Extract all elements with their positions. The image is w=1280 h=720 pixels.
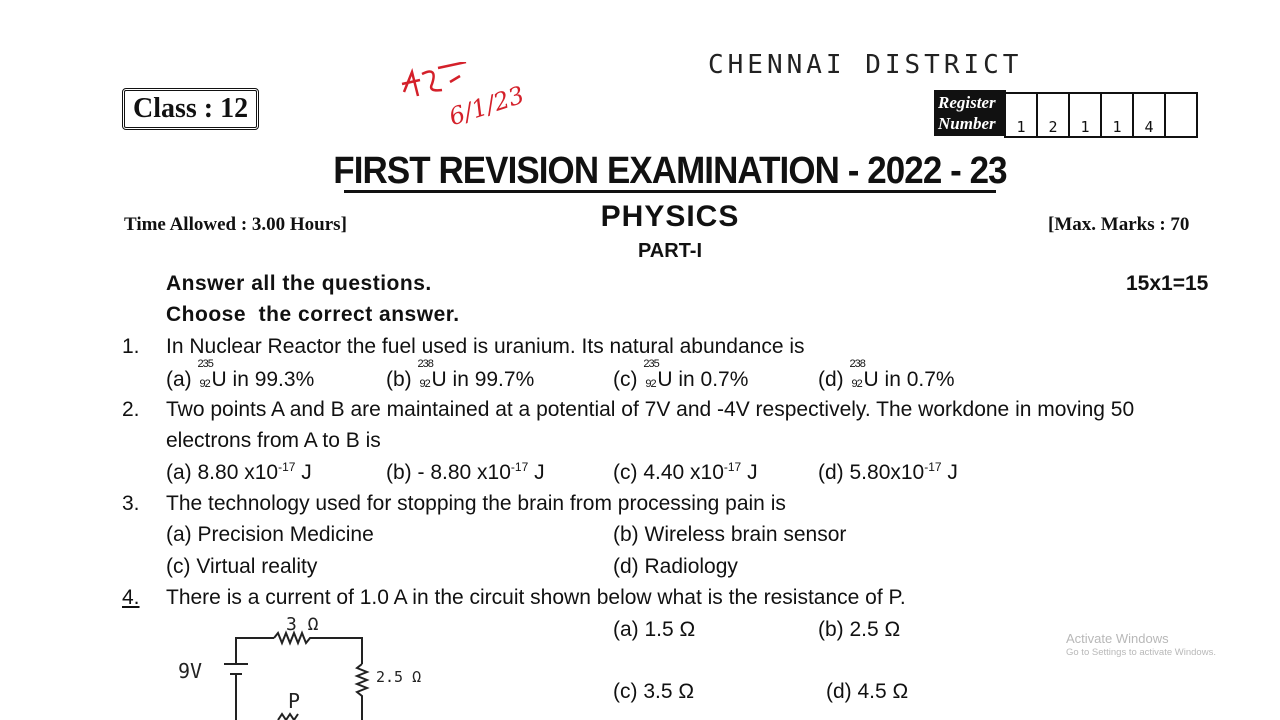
option-b: (b) Wireless brain sensor [613,523,847,546]
time-allowed: Time Allowed : 3.00 Hours] [124,214,347,235]
option-unit: J [295,461,312,484]
element-symbol: U [657,368,673,391]
right-resistor-label: 2.5 Ω [376,668,422,686]
register-digit: 1 [1100,92,1134,138]
register-digit: 1 [1004,92,1038,138]
option-a: (a) Precision Medicine [166,523,374,546]
element-symbol: U [431,368,447,391]
option-label: (c) [613,368,638,391]
battery-label: 9V [178,659,203,683]
register-number-label [934,90,1006,136]
watermark-title: Activate Windows [1066,631,1169,646]
option-c [613,460,758,485]
option-text: in 99.3% [226,368,315,391]
atomic-number: 92 [851,378,862,390]
handwritten-district: CHENNAI DISTRICT [708,50,1023,80]
mass-number: 238 [849,358,865,370]
option-label: (a) [166,368,192,391]
element-symbol: U [863,368,879,391]
isotope-notation [197,358,213,390]
option-exponent: -17 [510,460,529,474]
class-label: Class : 12 [122,88,259,130]
option-a: (a) 1.5 Ω [613,618,696,641]
option-d: (d) Radiology [613,555,738,578]
option-a [166,460,312,485]
isotope-notation [417,358,433,390]
mass-number: 238 [417,358,433,370]
isotope-notation [643,358,659,390]
title-underline [344,190,996,193]
top-wire [236,638,274,664]
option-text: in 99.7% [446,368,535,391]
mass-number: 235 [643,358,659,370]
option-a [166,358,315,392]
unknown-resistor-label: P [288,689,301,713]
option-c [613,358,749,392]
atomic-number: 92 [419,378,430,390]
option-value: (c) 4.40 x10 [613,461,724,484]
register-number-grid [1006,92,1198,138]
question-text: The technology used for stopping the brain from processing pain is [166,492,786,515]
right-resistor [357,664,367,720]
option-text: in 0.7% [672,368,749,391]
option-d [818,460,958,485]
register-digit [1164,92,1198,138]
option-c: (c) 3.5 Ω [613,680,695,703]
option-unit: J [741,461,758,484]
section-marks: 15x1=15 [1126,272,1209,295]
isotope-notation [849,358,865,390]
mass-number: 235 [197,358,213,370]
question-text: There is a current of 1.0 A in the circuit shown below what is the resistance of P. [166,586,906,609]
watermark-subtitle: Go to Settings to activate Windows. [1066,647,1216,658]
question-text: In Nuclear Reactor the fuel used is uranium. Its natural abundance is [166,335,805,358]
question-text-continued: electrons from A to B is [166,429,381,452]
option-d [818,358,955,392]
subject-title: PHYSICS [600,200,740,233]
register-digit: 1 [1068,92,1102,138]
question-number: 1. [122,335,140,358]
p-resistor [278,714,298,720]
register-digit: 2 [1036,92,1070,138]
option-c: (c) Virtual reality [166,555,318,578]
option-value: (a) 8.80 x10 [166,461,279,484]
option-b [386,358,535,392]
option-d: (d) 4.5 Ω [826,680,909,703]
register-label-line1: Register [938,93,996,112]
question-number: 2. [122,398,140,421]
exam-title: FIRST REVISION EXAMINATION - 2022 - 23 [333,150,1007,192]
question-number: 3. [122,492,140,515]
option-unit: J [528,461,545,484]
activate-windows-watermark [1066,631,1216,658]
option-b: (b) 2.5 Ω [818,618,901,641]
register-label-line2: Number [938,114,996,133]
option-value: (d) 5.80x10 [818,461,925,484]
max-marks: [Max. Marks : 70 [1048,214,1190,235]
question-number: 4. [122,586,140,609]
instruction-choose: Choose the correct answer. [166,303,460,326]
register-digit: 4 [1132,92,1166,138]
option-exponent: -17 [278,460,296,474]
question-text: Two points A and B are maintained at a potential of 7V and -4V respectively. The workdone in moving 50 [166,398,1135,421]
atomic-number: 92 [645,378,656,390]
option-exponent: -17 [924,460,942,474]
option-label: (b) [386,368,412,391]
instruction-answer-all: Answer all the questions. [166,272,432,295]
atomic-number: 92 [199,378,210,390]
option-label: (d) [818,368,844,391]
option-exponent: -17 [723,460,742,474]
top-resistor [274,633,362,664]
option-value: (b) - 8.80 x10 [386,461,511,484]
option-text: in 0.7% [878,368,955,391]
circuit-diagram [170,612,470,720]
option-b [386,460,545,485]
element-symbol: U [211,368,227,391]
top-resistor-label: 3 Ω [286,614,319,635]
option-unit: J [941,461,958,484]
red-date-note: 6/1/23 [445,80,528,132]
part-label: PART-I [637,240,703,262]
